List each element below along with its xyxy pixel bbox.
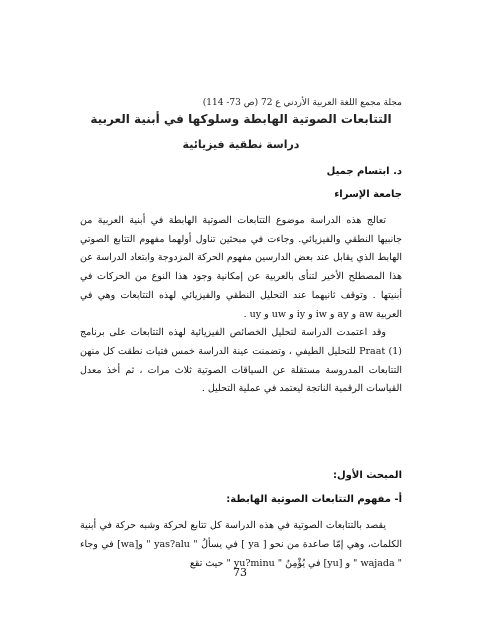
- author-affiliation: جامعة الإسراء: [334, 189, 402, 200]
- abstract-body: [80, 212, 402, 399]
- article-subtitle: دراسة نطقية فيزيائية: [182, 138, 300, 151]
- article-title: التتابعات الصوتية الهابطة وسلوكها في أبنية العربية: [90, 112, 392, 126]
- section-body: [80, 516, 402, 573]
- page-number: 73: [233, 566, 247, 579]
- abstract-paragraph-2: وقد اعتمدت الدراسة لتحليل الخصائص الفيزيائية لهذه التتابعات على برنامج Praat (1) للتحليل الطيفي ، وتضمنت عينة الدراسة خمس فتيات نطقت كل منهن التتابعات المدروسة مستقلة عن السياقات الصوتية ثلاث مرات ، ثم أخذ معدل القياسات الرقمية الناتجة ليعتمد في عملية التحليل .: [80, 327, 403, 395]
- section-heading: المبحث الأول:: [332, 470, 402, 481]
- journal-header: مجلة مجمع اللغة العربية الأردني ع 72 (ص 73- 114): [202, 98, 402, 108]
- abstract-paragraph-1: تعالج هذه الدراسة موضوع التتابعات الصوتية الهابطة في أبنية العربية من جانبيها النطقي والفيزيائي. وجاءت في مبحثين تناول أولهما مفهوم التتابع الصوتي الهابط الذي يقابل عند بعض الدارسين مفهوم الحركة المزدوجة وابتعاد الدراسة عن هذا المصطلح الأخير لتنأى بالعربية عن إمكانية وجود هذا النوع من الحركات في أبنيتها . وتوقف ثانيهما عند التحليل النطقي والفيزيائي لهذه التتابعات وهي في العربية aw و ay و iw و iy و uw و uy .: [80, 215, 402, 320]
- subsection-heading: أ- مفهوم التتابعات الصوتية الهابطة:: [226, 494, 402, 505]
- author-name: د. ابتسام جميل: [326, 166, 402, 177]
- section-paragraph: يقصد بالتتابعات الصوتية في هذه الدراسة كل تتابع لحركة وشبه حركة في أبنية الكلمات، وهي إمّا صاعدة من نحو [ ya ] في يسألُ " yas?alu " و[wa] في وجاء " wajada " و [yu] في يُؤْمِنُ " yu?minu " حيث تقع: [80, 520, 403, 569]
